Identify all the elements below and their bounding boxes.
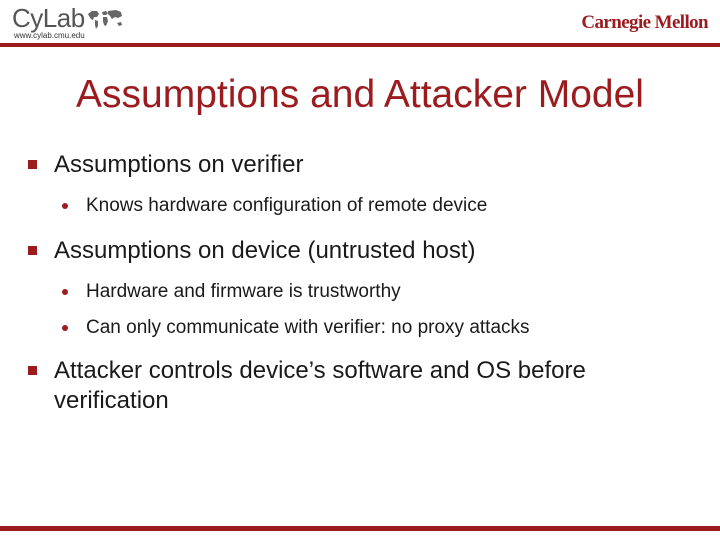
round-bullet-icon	[62, 203, 68, 209]
cmu-logo: Carnegie Mellon	[581, 12, 708, 33]
bullet-text: Assumptions on device (untrusted host)	[54, 237, 476, 264]
slide-header	[0, 0, 720, 48]
bullet-item	[28, 150, 708, 180]
sub-bullet-item	[28, 280, 708, 304]
bullet-text: Assumptions on verifier	[54, 151, 304, 178]
sub-bullet-text: Knows hardware configuration of remote device	[86, 195, 488, 216]
sub-bullet-item	[28, 316, 708, 340]
footer-divider	[0, 526, 720, 531]
square-bullet-icon	[28, 366, 37, 375]
bullet-list	[28, 150, 708, 416]
slide-title: Assumptions and Attacker Model	[76, 73, 644, 116]
square-bullet-icon	[28, 160, 37, 169]
sub-bullet-text: Can only communicate with verifier: no proxy attacks	[86, 317, 530, 338]
bullet-item	[28, 236, 708, 266]
header-divider	[0, 43, 720, 47]
bullet-item	[28, 356, 694, 416]
sub-bullet-text: Hardware and firmware is trustworthy	[86, 281, 401, 302]
sub-bullet-item	[28, 194, 708, 218]
cylab-logo-text: CyLab	[12, 3, 85, 33]
square-bullet-icon	[28, 246, 37, 255]
round-bullet-icon	[62, 325, 68, 331]
cylab-logo	[12, 4, 122, 42]
world-map-icon	[86, 8, 124, 30]
cylab-url: www.cylab.cmu.edu	[14, 31, 85, 40]
bullet-text: Attacker controls device’s software and OS before verification	[54, 357, 586, 414]
round-bullet-icon	[62, 289, 68, 295]
